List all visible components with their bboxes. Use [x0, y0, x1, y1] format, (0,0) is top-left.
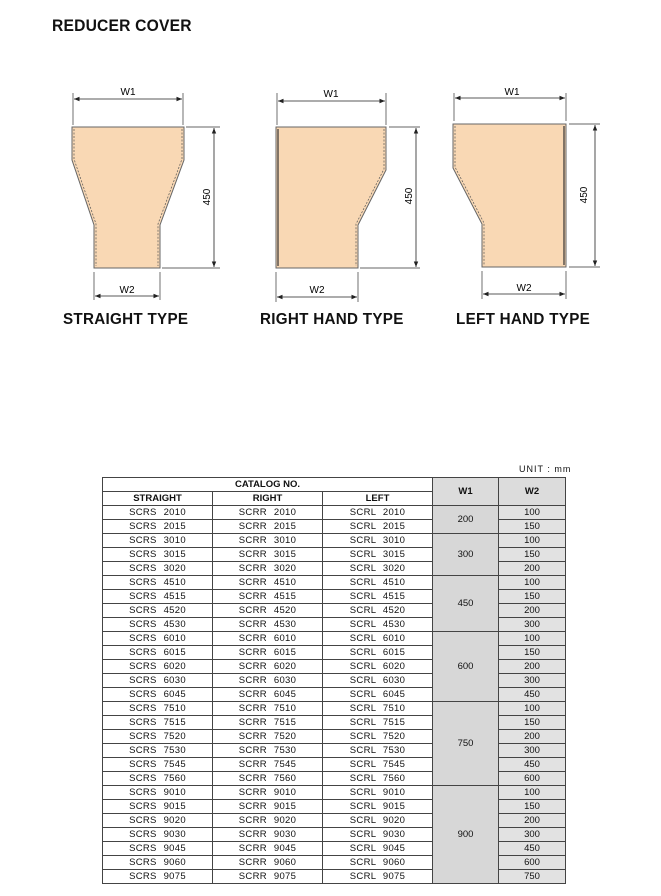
right-code-cell: SCRR 6020 [213, 660, 323, 674]
height-label: 450 [202, 188, 213, 206]
left-code-cell: SCRL 9020 [323, 814, 433, 828]
w2-value-cell: 150 [499, 520, 566, 534]
straight-column-header: STRAIGHT [103, 492, 213, 506]
left-code-cell: SCRL 7510 [323, 702, 433, 716]
straight-code-cell: SCRS 7515 [103, 716, 213, 730]
straight-code-cell: SCRS 3010 [103, 534, 213, 548]
w1-value-cell: 750 [433, 702, 499, 786]
w2-value-cell: 450 [499, 842, 566, 856]
catalog-table [102, 477, 566, 884]
left-column-header: LEFT [323, 492, 433, 506]
right-code-cell: SCRR 7520 [213, 730, 323, 744]
left-code-cell: SCRL 9060 [323, 856, 433, 870]
height-label: 450 [579, 186, 590, 204]
unit-label: UNIT : mm [519, 464, 572, 474]
right-code-cell: SCRR 7515 [213, 716, 323, 730]
right-code-cell: SCRR 6010 [213, 632, 323, 646]
left-code-cell: SCRL 9015 [323, 800, 433, 814]
right-code-cell: SCRR 3020 [213, 562, 323, 576]
straight-code-cell: SCRS 9060 [103, 856, 213, 870]
table-row [103, 702, 566, 716]
right-hand-type-drawing [276, 89, 420, 302]
left-code-cell: SCRL 6010 [323, 632, 433, 646]
w2-value-cell: 100 [499, 576, 566, 590]
right-hand-type-label: RIGHT HAND TYPE [260, 311, 404, 328]
straight-code-cell: SCRS 9015 [103, 800, 213, 814]
w2-label: W2 [119, 285, 135, 296]
straight-code-cell: SCRS 6015 [103, 646, 213, 660]
left-code-cell: SCRL 9010 [323, 786, 433, 800]
right-code-cell: SCRR 7530 [213, 744, 323, 758]
right-code-cell: SCRR 3010 [213, 534, 323, 548]
catalog-no-header: CATALOG NO. [103, 478, 433, 492]
right-code-cell: SCRR 4510 [213, 576, 323, 590]
w2-value-cell: 200 [499, 562, 566, 576]
w1-label: W1 [120, 87, 136, 98]
straight-code-cell: SCRS 7545 [103, 758, 213, 772]
w2-value-cell: 300 [499, 674, 566, 688]
w2-value-cell: 450 [499, 758, 566, 772]
left-code-cell: SCRL 7560 [323, 772, 433, 786]
w2-value-cell: 100 [499, 632, 566, 646]
left-code-cell: SCRL 3015 [323, 548, 433, 562]
straight-code-cell: SCRS 4520 [103, 604, 213, 618]
catalog-table-body [103, 506, 566, 884]
right-code-cell: SCRR 6015 [213, 646, 323, 660]
straight-type-drawing [72, 87, 220, 300]
straight-code-cell: SCRS 7530 [103, 744, 213, 758]
w1-column-header: W1 [433, 478, 499, 506]
table-row [103, 632, 566, 646]
straight-code-cell: SCRS 2015 [103, 520, 213, 534]
w1-label: W1 [504, 87, 520, 98]
right-code-cell: SCRR 9015 [213, 800, 323, 814]
w2-value-cell: 300 [499, 744, 566, 758]
w2-value-cell: 100 [499, 786, 566, 800]
table-row [103, 506, 566, 520]
w1-value-cell: 600 [433, 632, 499, 702]
straight-code-cell: SCRS 6020 [103, 660, 213, 674]
left-code-cell: SCRL 3020 [323, 562, 433, 576]
page-title: REDUCER COVER [52, 16, 192, 35]
right-code-cell: SCRR 6045 [213, 688, 323, 702]
straight-code-cell: SCRS 6045 [103, 688, 213, 702]
w2-value-cell: 150 [499, 590, 566, 604]
right-code-cell: SCRR 7510 [213, 702, 323, 716]
w2-value-cell: 600 [499, 772, 566, 786]
w2-label: W2 [309, 285, 325, 296]
w2-value-cell: 150 [499, 800, 566, 814]
right-code-cell: SCRR 2015 [213, 520, 323, 534]
w2-value-cell: 100 [499, 506, 566, 520]
w2-value-cell: 150 [499, 646, 566, 660]
w1-value-cell: 900 [433, 786, 499, 884]
right-code-cell: SCRR 2010 [213, 506, 323, 520]
left-code-cell: SCRL 2010 [323, 506, 433, 520]
straight-code-cell: SCRS 7560 [103, 772, 213, 786]
straight-code-cell: SCRS 9075 [103, 870, 213, 884]
reducer-drawings [0, 0, 661, 340]
w2-value-cell: 150 [499, 548, 566, 562]
w2-value-cell: 200 [499, 730, 566, 744]
left-code-cell: SCRL 6030 [323, 674, 433, 688]
left-code-cell: SCRL 4520 [323, 604, 433, 618]
table-row [103, 786, 566, 800]
w2-value-cell: 300 [499, 828, 566, 842]
left-code-cell: SCRL 7515 [323, 716, 433, 730]
left-code-cell: SCRL 7520 [323, 730, 433, 744]
left-code-cell: SCRL 4515 [323, 590, 433, 604]
straight-code-cell: SCRS 6030 [103, 674, 213, 688]
w2-value-cell: 200 [499, 814, 566, 828]
right-code-cell: SCRR 9020 [213, 814, 323, 828]
left-code-cell: SCRL 3010 [323, 534, 433, 548]
straight-type-label: STRAIGHT TYPE [63, 311, 189, 328]
straight-code-cell: SCRS 3020 [103, 562, 213, 576]
w1-value-cell: 200 [433, 506, 499, 534]
w1-value-cell: 300 [433, 534, 499, 576]
straight-code-cell: SCRS 4515 [103, 590, 213, 604]
straight-cover-shape [72, 127, 184, 268]
right-code-cell: SCRR 9045 [213, 842, 323, 856]
left-hand-type-drawing [453, 87, 600, 299]
right-code-cell: SCRR 6030 [213, 674, 323, 688]
straight-code-cell: SCRS 6010 [103, 632, 213, 646]
right-code-cell: SCRR 9030 [213, 828, 323, 842]
w2-value-cell: 150 [499, 716, 566, 730]
right-code-cell: SCRR 9060 [213, 856, 323, 870]
straight-code-cell: SCRS 4510 [103, 576, 213, 590]
right-code-cell: SCRR 9075 [213, 870, 323, 884]
right-code-cell: SCRR 9010 [213, 786, 323, 800]
left-code-cell: SCRL 2015 [323, 520, 433, 534]
table-row [103, 576, 566, 590]
left-code-cell: SCRL 9030 [323, 828, 433, 842]
w2-value-cell: 450 [499, 688, 566, 702]
left-code-cell: SCRL 4530 [323, 618, 433, 632]
w2-value-cell: 750 [499, 870, 566, 884]
w2-label: W2 [516, 283, 532, 294]
right-column-header: RIGHT [213, 492, 323, 506]
table-row [103, 534, 566, 548]
left-code-cell: SCRL 6045 [323, 688, 433, 702]
left-code-cell: SCRL 7530 [323, 744, 433, 758]
left-code-cell: SCRL 7545 [323, 758, 433, 772]
left-code-cell: SCRL 6020 [323, 660, 433, 674]
w2-value-cell: 600 [499, 856, 566, 870]
straight-code-cell: SCRS 7520 [103, 730, 213, 744]
w1-label: W1 [323, 89, 339, 100]
right-code-cell: SCRR 3015 [213, 548, 323, 562]
left-code-cell: SCRL 4510 [323, 576, 433, 590]
straight-code-cell: SCRS 4530 [103, 618, 213, 632]
straight-code-cell: SCRS 7510 [103, 702, 213, 716]
w2-value-cell: 300 [499, 618, 566, 632]
left-cover-shape [453, 124, 566, 267]
height-label: 450 [404, 187, 415, 205]
w2-column-header: W2 [499, 478, 566, 506]
left-code-cell: SCRL 9075 [323, 870, 433, 884]
left-hand-type-label: LEFT HAND TYPE [456, 311, 591, 328]
right-code-cell: SCRR 4515 [213, 590, 323, 604]
straight-code-cell: SCRS 9030 [103, 828, 213, 842]
straight-code-cell: SCRS 9010 [103, 786, 213, 800]
right-code-cell: SCRR 4530 [213, 618, 323, 632]
straight-code-cell: SCRS 2010 [103, 506, 213, 520]
left-code-cell: SCRL 6015 [323, 646, 433, 660]
left-code-cell: SCRL 9045 [323, 842, 433, 856]
w2-value-cell: 200 [499, 660, 566, 674]
w1-value-cell: 450 [433, 576, 499, 632]
straight-code-cell: SCRS 9045 [103, 842, 213, 856]
w2-value-cell: 200 [499, 604, 566, 618]
w2-value-cell: 100 [499, 534, 566, 548]
straight-code-cell: SCRS 3015 [103, 548, 213, 562]
right-code-cell: SCRR 7560 [213, 772, 323, 786]
w2-value-cell: 100 [499, 702, 566, 716]
right-code-cell: SCRR 7545 [213, 758, 323, 772]
right-code-cell: SCRR 4520 [213, 604, 323, 618]
straight-code-cell: SCRS 9020 [103, 814, 213, 828]
